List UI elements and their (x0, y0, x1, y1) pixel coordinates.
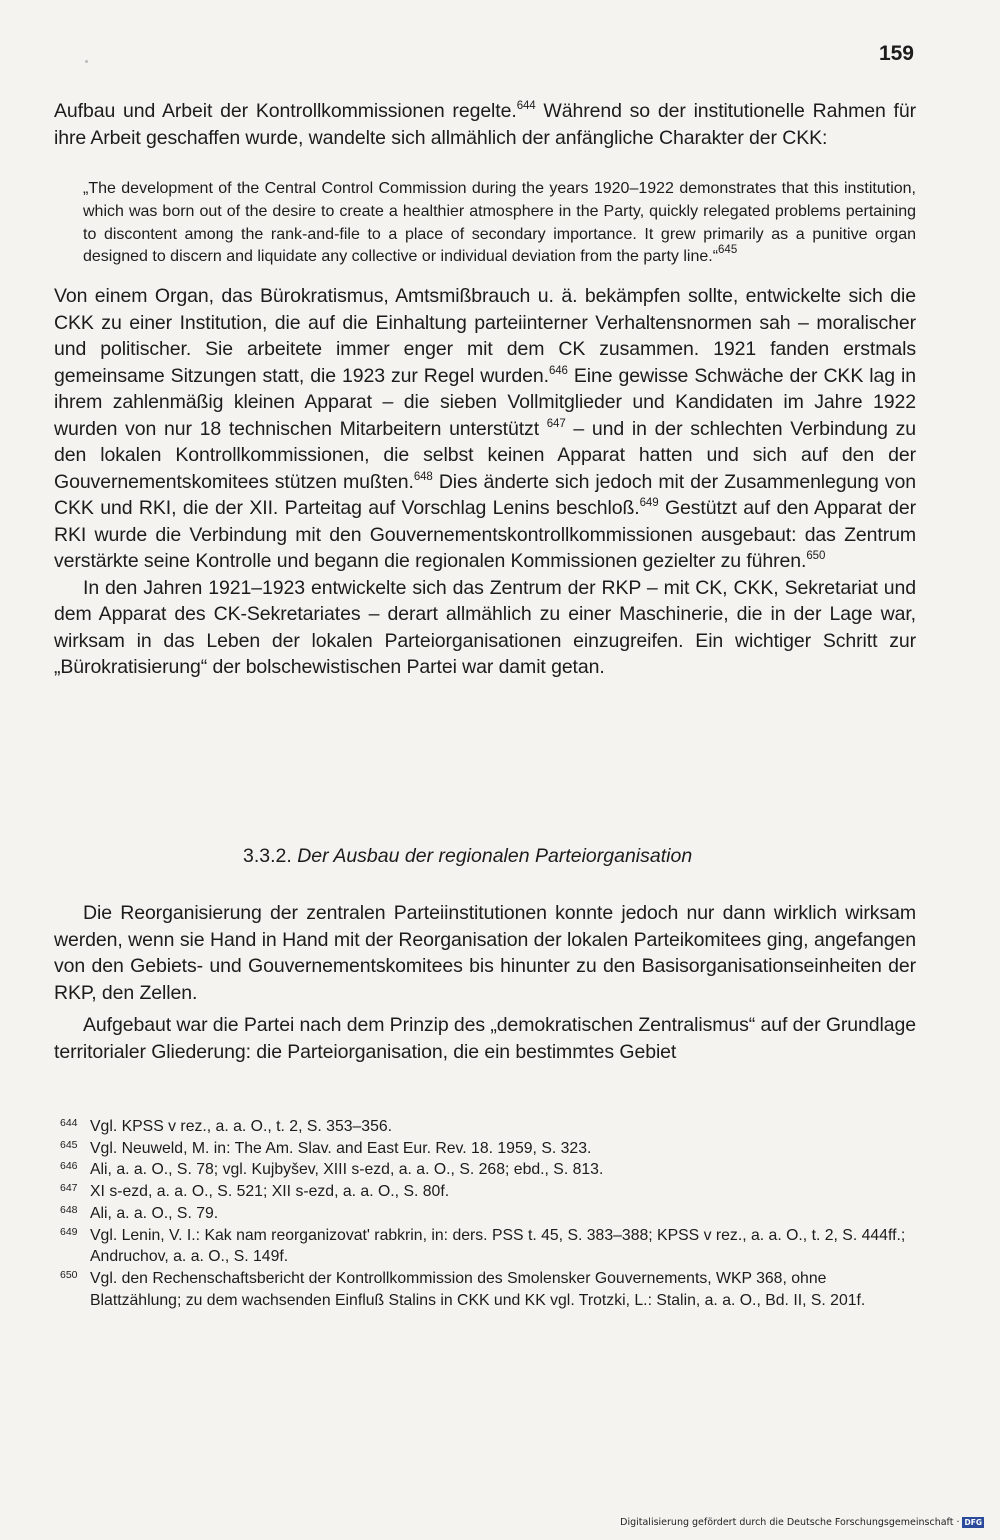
main-text-bottom (54, 900, 916, 1065)
footnote-ref-644: 644 (516, 100, 536, 112)
footnote-number: 649 (60, 1225, 78, 1238)
credit-text: Digitalisierung gefördert durch die Deutsche Forschungsgemeinschaft · (620, 1517, 960, 1528)
footnote-text: Vgl. KPSS v rez., a. a. O., t. 2, S. 353–356. (90, 1118, 393, 1135)
footnote-text: XI s-ezd, a. a. O., S. 521; XII s-ezd, a. a. O., S. 80f. (90, 1183, 450, 1201)
footnote-text: Vgl. Lenin, V. I.: Kak nam reorganizovat' rabkrin, in: ders. PSS t. 45, S. 383–388; KPSS v rez., a. a. O., t. 2, S. 444ff.; Andruchov, a. a. O., S. 149f. (90, 1226, 906, 1266)
footnote-ref-648: 648 (413, 470, 433, 483)
block-quote: „The development of the Central Control Commission during the years 1920–1922 demonstrates that this institution, which was born out of the desire to create a healthier atmosphere in the Party, quickly relegated problems pertaining to discontent among the rank-and-file to a place of secondary importance. It grew primarily as a punitive organ designed to discern and liquidate any collective or individual deviation from the party line.“$^{645}$ (83, 180, 916, 266)
main-text-top (54, 98, 916, 681)
footnotes (60, 1116, 922, 1311)
footnote-number: 650 (60, 1268, 78, 1281)
footnote-text: Vgl. den Rechenschaftsbericht der Kontrollkommission des Smolensker Gouvernements, WKP 368, ohne Blattzählung; zu dem wachsenden Einfluß Stalins in CKK und KK vgl. Trotzki, L.: Stalin, a. a. O., Bd. II, S. 201f. (90, 1269, 866, 1309)
scan-speck (85, 60, 88, 63)
footnote-text: Vgl. Neuweld, M. in: The Am. Slav. and East Eur. Rev. 18. 1959, S. 323. (90, 1139, 592, 1157)
dfg-logo: DFG (964, 1518, 982, 1527)
paragraph-3: In den Jahren 1921–1923 entwickelte sich das Zentrum der RKP – mit CK, CKK, Sekretariat und dem Apparat des CK-Sekretariates – derart allmählich zu einer Maschinerie, die in der Lage war, wirksam in das Leben der lokalen Parteiorganisationen einzugreifen. Ein wichtiger Schritt zur „Bürokratisierung“ der bolschewistischen Partei war damit getan. (54, 576, 916, 679)
footnote-ref-647: 647 (546, 417, 566, 430)
section-number: 3.3.2. (243, 845, 292, 867)
paragraph-2: Von einem Organ, das Bürokratismus, Amtsmißbrauch u. ä. bekämpfen sollte, entwickelte sich die CKK zu einer Institution, die auf die Einhaltung parteiinterner Verhaltensnormen sah – moralischer und politischer. Sie arbeitete immer enger mit dem CK zusammen. 1921 fanden erstmals gemeinsame Sitzungen statt, die 1923 zur Regel wurden.$^{646}$ Eine gewisse Schwäche der CKK lag in ihrem zahlenmäßig kleinen Apparat – die sieben Vollmitglieder und Kandidaten im Jahre 1922 wurden von nur 18 technischen Mitarbeitern unterstützt $^{647}$ – und in der schlechten Verbindung zu den lokalen Kontrollkommissionen, die selbst keinen Apparat hatten und sich auf den der Gouvernementskomitees stützen mußten.$^{648}$ Dies änderte sich jedoch mit der Zusammenlegung von CKK und RKI, die der XII. Parteitag auf Vorschlag Lenins beschloß.$^{649}$ Gestützt auf den Apparat der RKI wurde die Verbindung mit den Gouvernementskontrollkommissionen ausgebaut: das Zentrum verstärkte seine Kontrolle und begann die regionalen Kommissionen gezielter zu führen.$^{650}$ (54, 285, 917, 573)
footnote-text: Ali, a. a. O., S. 79. (90, 1204, 219, 1222)
footnote-number: 646 (60, 1160, 78, 1173)
footnote (60, 1116, 922, 1138)
footnote-number: 644 (60, 1117, 78, 1129)
footnote-ref-646: 646 (548, 364, 568, 377)
paragraph-4: Die Reorganisierung der zentralen Parteiinstitutionen konnte jedoch nur dann wirklich wirksam werden, wenn sie Hand in Hand mit der Reorganisation der lokalen Parteikomitees ging, angefangen von den Gebiets- und Gouvernementskomitees bis hinunter zu den Basisorganisationseinheiten der RKP, den Zellen. (54, 902, 916, 1004)
footnote (60, 1225, 922, 1268)
footnote-number: 647 (60, 1182, 78, 1195)
footnote-number: 648 (60, 1203, 78, 1216)
footnote (60, 1268, 922, 1311)
paragraph-5: Aufgebaut war die Partei nach dem Prinzip des „demokratischen Zentralismus“ auf der Grundlage territorialer Gliederung: die Parteiorganisation, die ein bestimmtes Gebiet (54, 1014, 916, 1063)
page-number: 159 (878, 42, 914, 65)
footnote-ref-649: 649 (639, 497, 659, 510)
footnote-ref-645: 645 (718, 244, 738, 257)
footnote-ref-650: 650 (806, 550, 826, 563)
footnote (60, 1203, 922, 1225)
footnote (60, 1138, 922, 1160)
footnote (60, 1159, 922, 1181)
paragraph-1: Aufbau und Arbeit der Kontrollkommissionen regelte.$^{644}$ Während so der institutionelle Rahmen für ihre Arbeit geschaffen wurde, wandelte sich allmählich der anfängliche Charakter der CKK: (54, 100, 917, 149)
section-heading (243, 845, 692, 868)
digitization-credit (620, 1517, 984, 1528)
section-title: Der Ausbau der regionalen Parteiorganisation (297, 845, 693, 867)
footnote-text: Ali, a. a. O., S. 78; vgl. Kujbyšev, XIII s-ezd, a. a. O., S. 268; ebd., S. 813. (90, 1161, 604, 1179)
footnote-number: 645 (60, 1138, 78, 1151)
footnote (60, 1181, 922, 1203)
